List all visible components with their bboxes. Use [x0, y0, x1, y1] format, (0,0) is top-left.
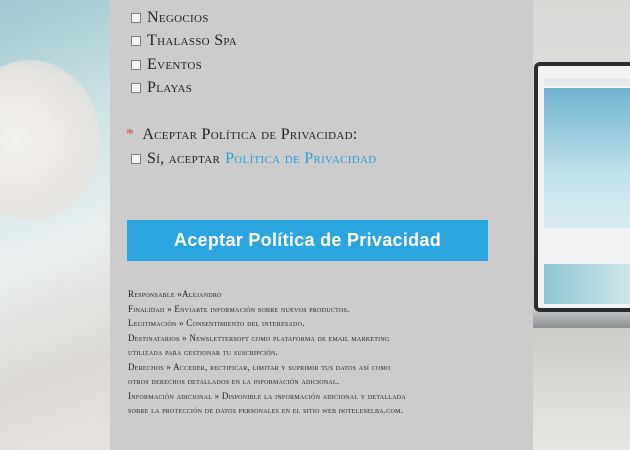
required-marker: * — [126, 126, 135, 143]
interest-checklist — [131, 6, 237, 100]
checkbox-row-thalasso-spa[interactable] — [131, 30, 237, 54]
laptop-screen-strip — [544, 264, 630, 304]
checkbox-row-eventos[interactable] — [131, 53, 237, 77]
laptop-screen-image — [534, 62, 630, 312]
laptop-base-image — [520, 312, 630, 328]
checkbox-accept-privacy[interactable] — [131, 154, 141, 164]
laptop-screen-nav — [544, 78, 630, 86]
privacy-heading — [126, 126, 358, 144]
legal-line: Legitimación » Consentimiento del interesado. — [128, 318, 305, 328]
legal-line: Derechos » Acceder, rectificar, limitar y suprimir tus datos así como — [128, 361, 391, 372]
checkbox-row-negocios[interactable] — [131, 6, 237, 30]
checkbox-label: Negocios — [147, 8, 209, 26]
checkbox-label: Playas — [147, 79, 193, 97]
checkbox-label: Eventos — [147, 55, 203, 73]
checkbox-negocios[interactable] — [131, 13, 141, 23]
privacy-accept-row[interactable] — [131, 150, 376, 168]
checkbox-playas[interactable] — [131, 83, 141, 93]
accept-privacy-button[interactable]: Aceptar Política de Privacidad — [127, 220, 488, 261]
legal-line: Responsable »Alejandro — [128, 289, 222, 299]
legal-line: Destinatarios » Newslettersoft como plataforma de email marketing — [128, 332, 390, 343]
checkbox-row-playas[interactable] — [131, 77, 237, 101]
legal-line: Información adicional » Disponible la información adicional y detallada — [128, 390, 406, 401]
subscription-form-panel — [110, 0, 533, 450]
background-blur-shape — [0, 60, 100, 220]
background-photo-right — [530, 0, 630, 450]
legal-line: utilizada para gestionar tu suscripción. — [128, 347, 279, 357]
checkbox-label: Thalasso Spa — [147, 32, 238, 50]
laptop-screen-hero — [544, 88, 630, 228]
legal-line: sobre la protección de datos personales en el sitio web hoteleselba.com. — [128, 405, 404, 415]
privacy-heading-text: Aceptar Política de Privacidad: — [142, 126, 358, 143]
checkbox-thalasso-spa[interactable] — [131, 36, 141, 46]
privacy-accept-label: Sí, aceptar — [147, 150, 221, 167]
checkbox-eventos[interactable] — [131, 60, 141, 70]
privacy-policy-link[interactable]: Política de Privacidad — [225, 150, 377, 167]
legal-notice — [128, 287, 508, 418]
background-photo-left — [0, 0, 110, 450]
legal-line: Finalidad » Enviarte información sobre nuevos productos. — [128, 303, 350, 314]
legal-line: otros derechos detallados en la información adicional. — [128, 376, 340, 386]
